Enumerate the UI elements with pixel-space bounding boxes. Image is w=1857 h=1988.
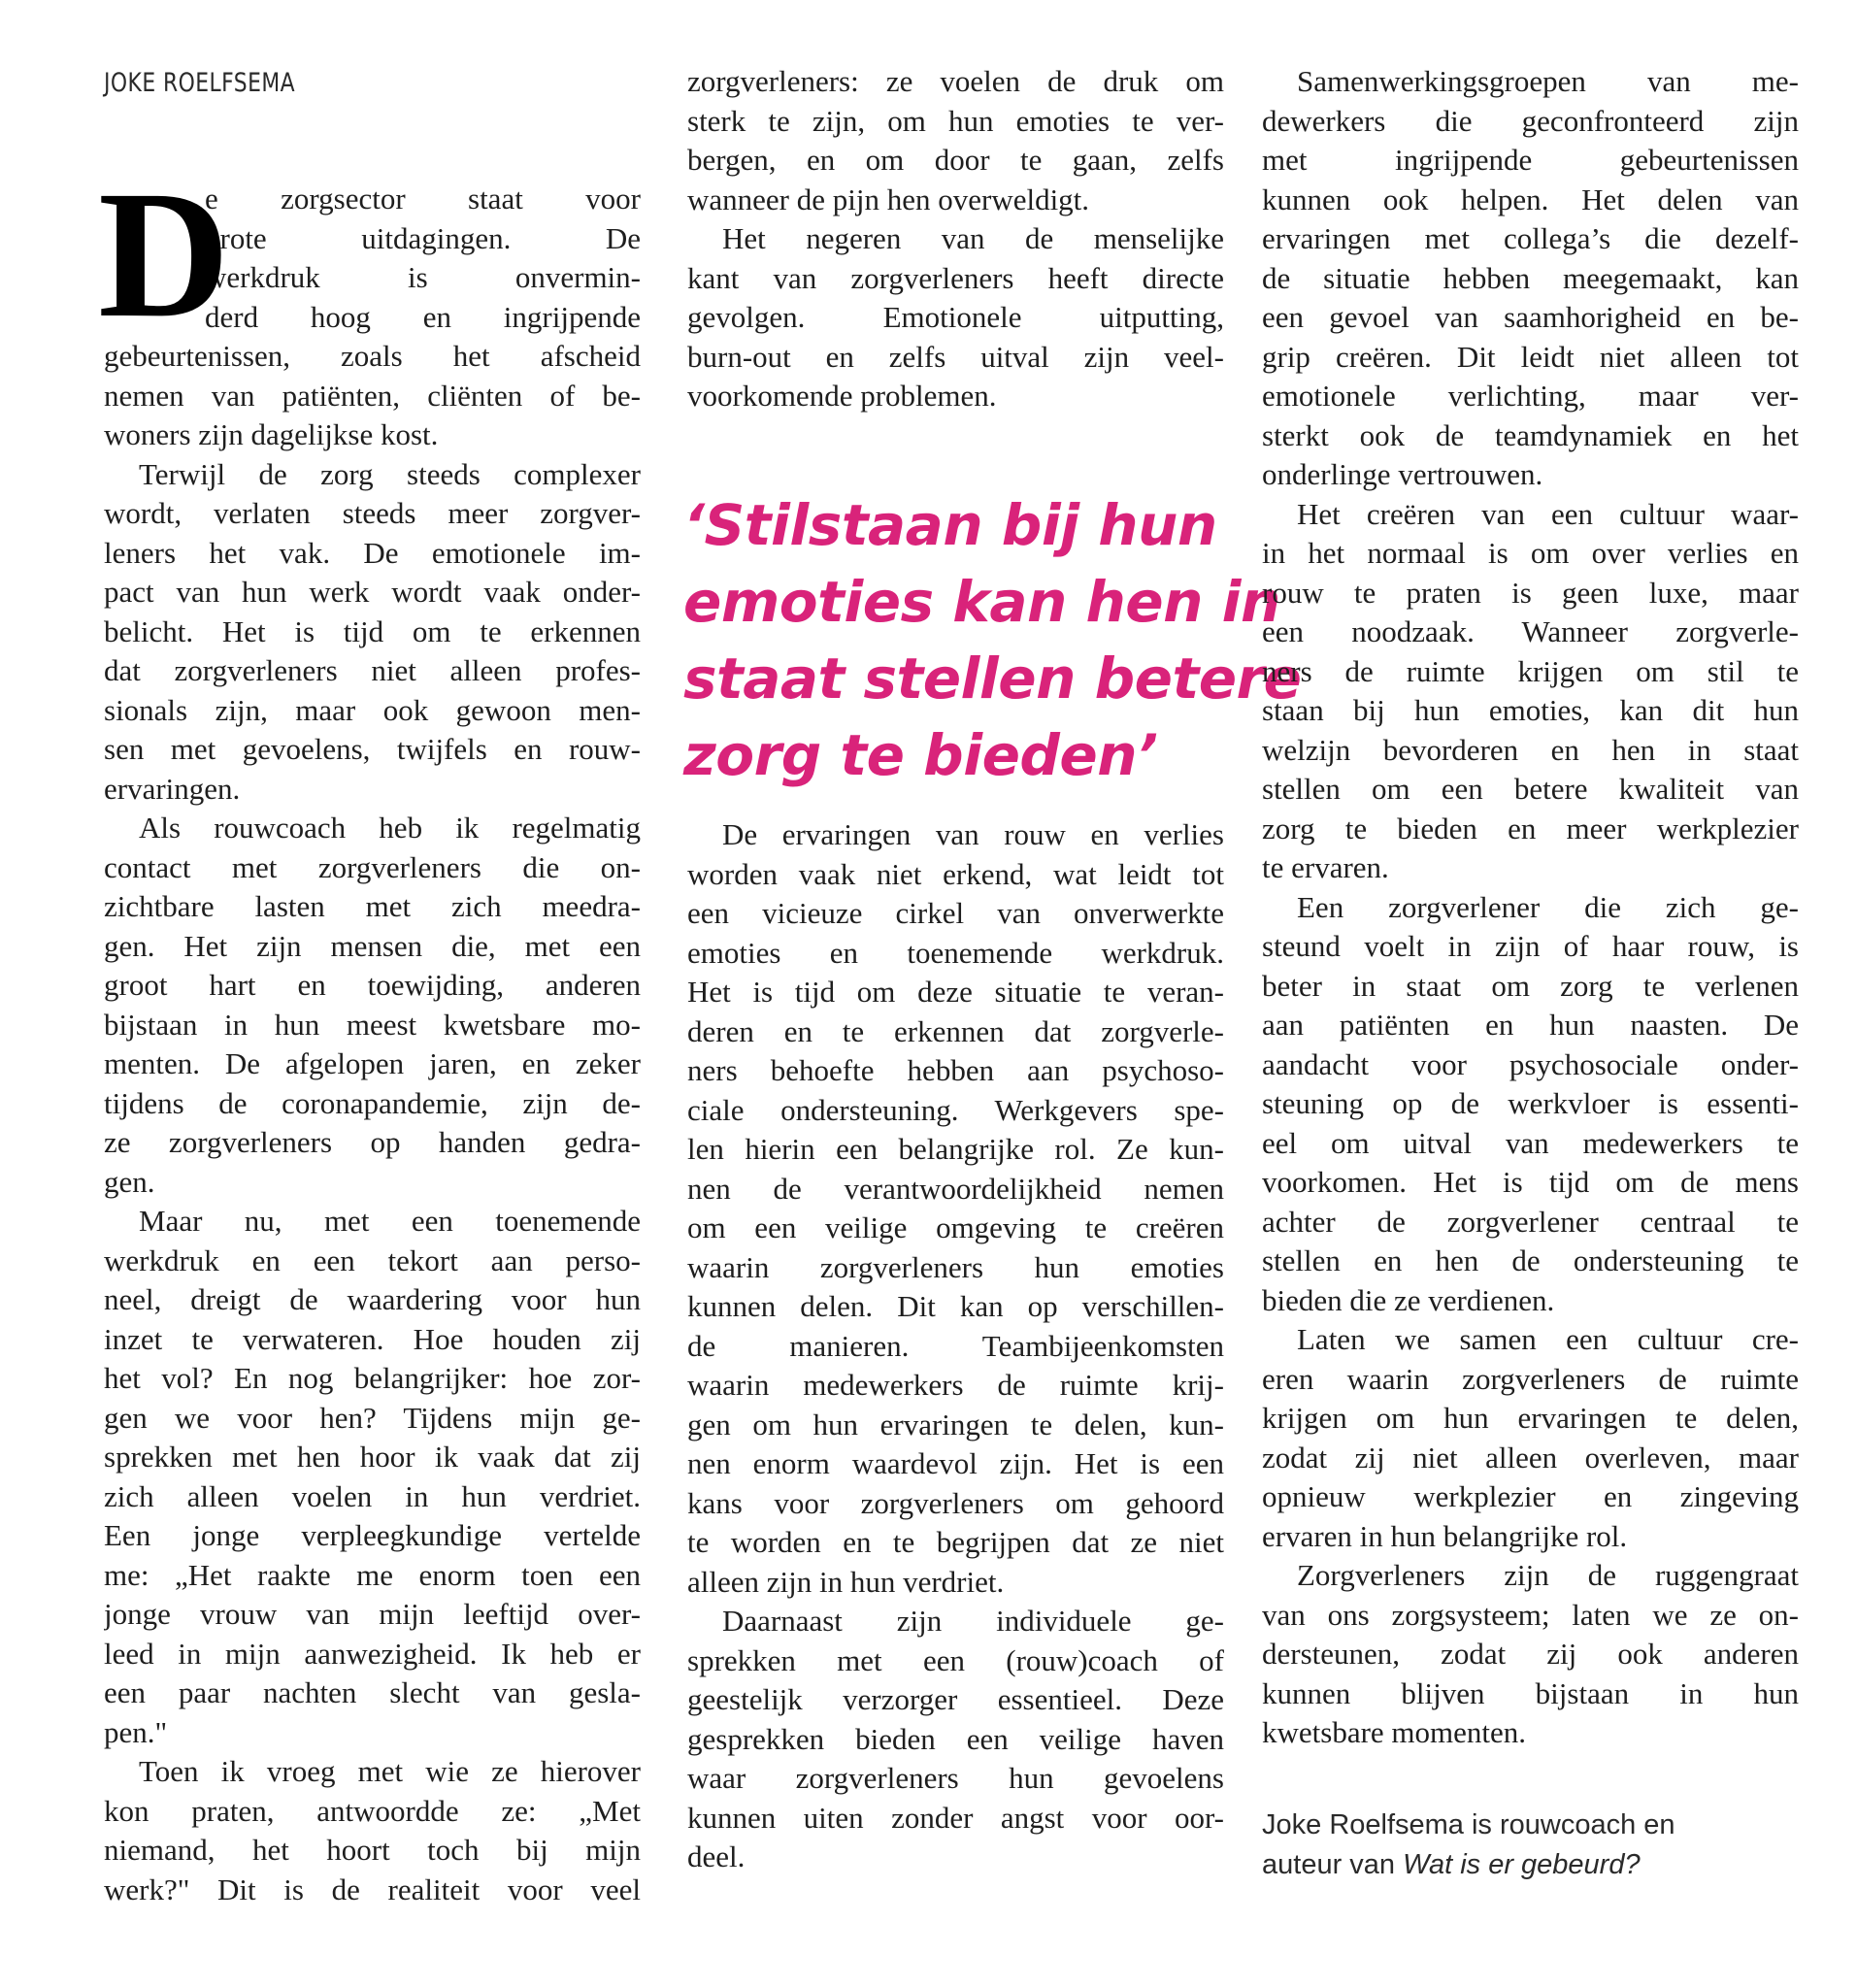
text-line: eren waarin zorgverleners de ruimte (1262, 1361, 1799, 1396)
text-line: opnieuw werkplezier en zingeving (1262, 1479, 1799, 1513)
text-line: gebeurtenissen, zoals het afscheid (104, 339, 641, 373)
text-line: wanneer de pijn hen overweldigt. (687, 182, 1090, 216)
text-line: te ervaren. (1262, 850, 1389, 884)
text-line: gevolgen. Emotionele uitputting, (687, 300, 1224, 334)
author-note-line-1: Joke Roelfsema is rouwcoach en (1262, 1809, 1675, 1840)
text-line: zodat zij niet alleen overleven, maar (1262, 1440, 1799, 1474)
column-2-bottom-lines (687, 815, 1224, 1877)
text-line: deel. (687, 1839, 746, 1873)
text-line: gesprekken bieden een veilige haven (687, 1721, 1224, 1756)
text-line: gen. Het zijn mensen die, met een (104, 928, 641, 963)
text-line: Laten we samen een cultuur cre- (1297, 1322, 1799, 1356)
text-line: van ons zorgsysteem; laten we ze on- (1262, 1597, 1799, 1632)
text-line: sprekken met een (rouw)coach of (687, 1642, 1224, 1677)
text-line: inzet te verwateren. Hoe houden zij (104, 1321, 641, 1356)
text-line: Het negeren van de menselijke (722, 221, 1224, 255)
pull-quote-line: ‘Stilstaan bij hun (683, 492, 1217, 558)
text-line: sprekken met hen hoor ik vaak dat zij (104, 1440, 641, 1474)
text-line: Als rouwcoach heb ik regelmatig (139, 811, 641, 845)
text-line: het vol? En nog belangrijker: hoe zor- (104, 1361, 641, 1395)
text-line: kon praten, antwoordde ze: „Met (104, 1793, 641, 1828)
text-line: menten. De afgelopen jaren, en zeker (104, 1046, 641, 1080)
text-line: bergen, en om door te gaan, zelfs (687, 143, 1224, 177)
text-line: ners behoefte hebben aan psychoso- (687, 1053, 1224, 1087)
article-column-2-bottom (687, 815, 1224, 1877)
pull-quote-line: zorg te bieden’ (683, 722, 1158, 788)
text-line: ners de ruimte krijgen om stil te (1262, 653, 1799, 688)
text-line: ervaringen. (104, 771, 241, 806)
text-line: waarin zorgverleners hun emoties (687, 1249, 1224, 1284)
text-line: dersteunen, zodat zij ook anderen (1262, 1637, 1799, 1671)
text-line: ervaren in hun belangrijke rol. (1262, 1518, 1628, 1553)
text-line: nemen van patiënten, cliënten of be- (104, 378, 641, 413)
text-line: leners het vak. De emotionele im- (104, 535, 641, 570)
text-line: Terwijl de zorg steeds complexer (139, 456, 641, 491)
text-line: te worden en te begrijpen dat ze niet (687, 1525, 1224, 1559)
text-line: kunnen blijven bijstaan in hun (1262, 1675, 1799, 1710)
text-line: achter de zorgverlener centraal te (1262, 1204, 1799, 1239)
article-column-2-top (687, 62, 1224, 416)
text-line: een paar nachten slecht van gesla- (104, 1675, 641, 1709)
text-line: welzijn bevorderen en hen in staat (1262, 732, 1799, 767)
pull-quote-line: staat stellen betere (683, 646, 1302, 712)
text-line: Daarnaast zijn individuele ge- (722, 1604, 1224, 1638)
text-line: Toen ik vroeg met wie ze hierover (139, 1754, 641, 1788)
text-line: nen de verantwoordelijkheid nemen (687, 1171, 1224, 1206)
text-line: een gevoel van saamhorigheid en be- (1262, 300, 1799, 334)
text-line: ciale ondersteuning. Werkgevers spe- (687, 1092, 1224, 1127)
text-line: aan patiënten en hun naasten. De (1262, 1008, 1799, 1042)
text-line: zich alleen voelen in hun verdriet. (104, 1478, 641, 1513)
text-line: dat zorgverleners niet alleen profes- (104, 653, 641, 687)
text-line: bieden die ze verdienen. (1262, 1282, 1555, 1317)
text-line: deren en te erkennen dat zorgverle- (687, 1013, 1224, 1048)
text-line: Het creëren van een cultuur waar- (1297, 496, 1799, 531)
text-line: stellen om een betere kwaliteit van (1262, 772, 1799, 806)
text-line: Een jonge verpleegkundige vertelde (104, 1518, 641, 1552)
article-column-3 (1262, 62, 1799, 1753)
column-3-lines (1262, 62, 1799, 1753)
text-line: werkdruk en een tekort aan perso- (104, 1242, 641, 1277)
text-line: worden vaak niet erkend, wat leidt tot (687, 856, 1224, 891)
text-line: contact met zorgverleners die on- (104, 849, 641, 884)
text-line: om een veilige omgeving te creëren (687, 1210, 1224, 1244)
text-line: gen om hun ervaringen te delen, kun- (687, 1407, 1224, 1441)
text-line: gen. (104, 1164, 155, 1199)
text-line: de situatie hebben meegemaakt, kan (1262, 260, 1799, 295)
text-line: geestelijk verzorger essentieel. Deze (687, 1682, 1224, 1716)
text-line: kant van zorgverleners heeft directe (687, 260, 1224, 295)
text-line: staan bij hun emoties, kan dit hun (1262, 693, 1799, 727)
text-line: Samenwerkingsgroepen van me- (1297, 64, 1799, 98)
text-line: leed in mijn aanwezigheid. Ik heb er (104, 1636, 641, 1671)
text-line: kunnen delen. Dit kan op verschillen- (687, 1289, 1224, 1323)
text-line: jonge vrouw van mijn leeftijd over- (104, 1597, 641, 1631)
text-line: Maar nu, met een toenemende (139, 1204, 641, 1238)
text-line: woners zijn dagelijkse kost. (104, 417, 439, 451)
text-line: een noodzaak. Wanneer zorgverle- (1262, 614, 1799, 648)
text-line: pact van hun werk wordt vaak onder- (104, 575, 641, 609)
text-line: belicht. Het is tijd om te erkennen (104, 613, 641, 648)
text-line: kunnen ook helpen. Het delen van (1262, 182, 1799, 216)
text-line: tijdens de coronapandemie, zijn de- (104, 1085, 641, 1120)
text-line: sionals zijn, maar ook gewoon men- (104, 692, 641, 727)
text-line: ervaringen met collega’s die dezelf- (1262, 221, 1799, 255)
text-line: wordt, verlaten steeds meer zorgver- (104, 496, 641, 530)
text-line: aandacht voor psychosociale onder- (1262, 1046, 1799, 1081)
text-line: grote uitdagingen. De (205, 220, 641, 255)
article-column-1 (98, 152, 641, 1909)
text-line: zorg te bieden en meer werkplezier (1262, 811, 1799, 845)
author-note-line-2 (1262, 1845, 1806, 1885)
text-line: burn-out en zelfs uitval zijn veel- (687, 339, 1224, 374)
text-line: zorgverleners: ze voelen de druk om (687, 64, 1224, 98)
text-line: dewerkers die geconfronteerd zijn (1262, 103, 1799, 138)
text-line: met ingrijpende gebeurtenissen (1262, 143, 1799, 177)
text-line: sterkt ook de teamdynamiek en het (1262, 417, 1799, 452)
text-line: bijstaan in hun meest kwetsbare mo- (104, 1007, 641, 1042)
text-line: zichtbare lasten met zich meedra- (104, 889, 641, 923)
text-line: emotionele verlichting, maar ver- (1262, 379, 1799, 413)
text-line: emoties en toenemende werkdruk. (687, 935, 1224, 970)
text-line: eel om uitval van medewerkers te (1262, 1125, 1799, 1160)
author-note (1262, 1806, 1806, 1885)
text-line: krijgen om hun ervaringen te delen, (1262, 1401, 1799, 1435)
text-line: beter in staat om zorg te verlenen (1262, 968, 1799, 1003)
text-line: niemand, het hoort toch bij mijn (104, 1833, 641, 1867)
text-line: nen enorm waardevol zijn. Het is een (687, 1446, 1224, 1480)
text-line: Zorgverleners zijn de ruggengraat (1297, 1558, 1799, 1592)
text-line: voorkomen. Het is tijd om de mens (1262, 1165, 1799, 1199)
column-1-lines (104, 180, 641, 1909)
text-line: e zorgsector staat voor (205, 182, 641, 215)
text-line: Een zorgverlener die zich ge- (1297, 889, 1799, 924)
text-line: werkdruk is onvermin- (205, 260, 641, 294)
text-line: len hierin een belangrijke rol. Ze kun- (687, 1132, 1224, 1166)
pull-quote-line: emoties kan hen in (683, 569, 1280, 635)
text-line: steuning op de werkvloer is essenti- (1262, 1086, 1799, 1120)
text-line: waar zorgverleners hun gevoelens (687, 1761, 1224, 1795)
book-title: Wat is er gebeurd? (1403, 1849, 1641, 1880)
text-line: sterk te zijn, om hun emoties te ver- (687, 103, 1224, 138)
text-line: derd hoog en ingrijpende (205, 299, 641, 334)
text-line: werk?" Dit is de realiteit voor veel (104, 1872, 641, 1906)
text-line: Het is tijd om deze situatie te veran- (687, 975, 1224, 1009)
drop-cap: D (98, 152, 230, 355)
text-line: grip creëren. Dit leidt niet alleen tot (1262, 339, 1799, 374)
author-note-prefix: auteur van (1262, 1849, 1404, 1880)
text-line: een vicieuze cirkel van onverwerkte (687, 896, 1224, 930)
text-line: kwetsbare momenten. (1262, 1715, 1527, 1749)
text-line: kans voor zorgverleners om gehoord (687, 1485, 1224, 1520)
text-line: ze zorgverleners op handen gedra- (104, 1125, 641, 1159)
text-line: groot hart en toewijding, anderen (104, 968, 641, 1002)
text-line: alleen zijn in hun verdriet. (687, 1564, 1005, 1599)
text-line: me: „Het raakte me enorm toen een (104, 1557, 641, 1592)
text-line: gen we voor hen? Tijdens mijn ge- (104, 1400, 641, 1435)
text-line: rouw te praten is geen luxe, maar (1262, 575, 1799, 610)
text-line: waarin medewerkers de ruimte krij- (687, 1368, 1224, 1402)
text-line: steund voelt in zijn of haar rouw, is (1262, 929, 1799, 963)
text-line: voorkomende problemen. (687, 379, 997, 413)
author-byline: JOKE ROELFSEMA (104, 68, 296, 98)
text-line: kunnen uiten zonder angst voor oor- (687, 1800, 1224, 1835)
text-line: onderlinge vertrouwen. (1262, 457, 1543, 491)
pull-quote (683, 487, 1302, 794)
text-line: neel, dreigt de waardering voor hun (104, 1282, 641, 1316)
text-line: de manieren. Teambijeenkomsten (687, 1328, 1224, 1363)
text-line: pen." (104, 1714, 168, 1749)
text-line: stellen en hen de ondersteuning te (1262, 1243, 1799, 1277)
column-2-top-lines (687, 62, 1224, 416)
text-line: De ervaringen van rouw en verlies (722, 817, 1224, 851)
text-line: sen met gevoelens, twijfels en rouw- (104, 732, 641, 766)
text-line: in het normaal is om over verlies en (1262, 536, 1799, 570)
